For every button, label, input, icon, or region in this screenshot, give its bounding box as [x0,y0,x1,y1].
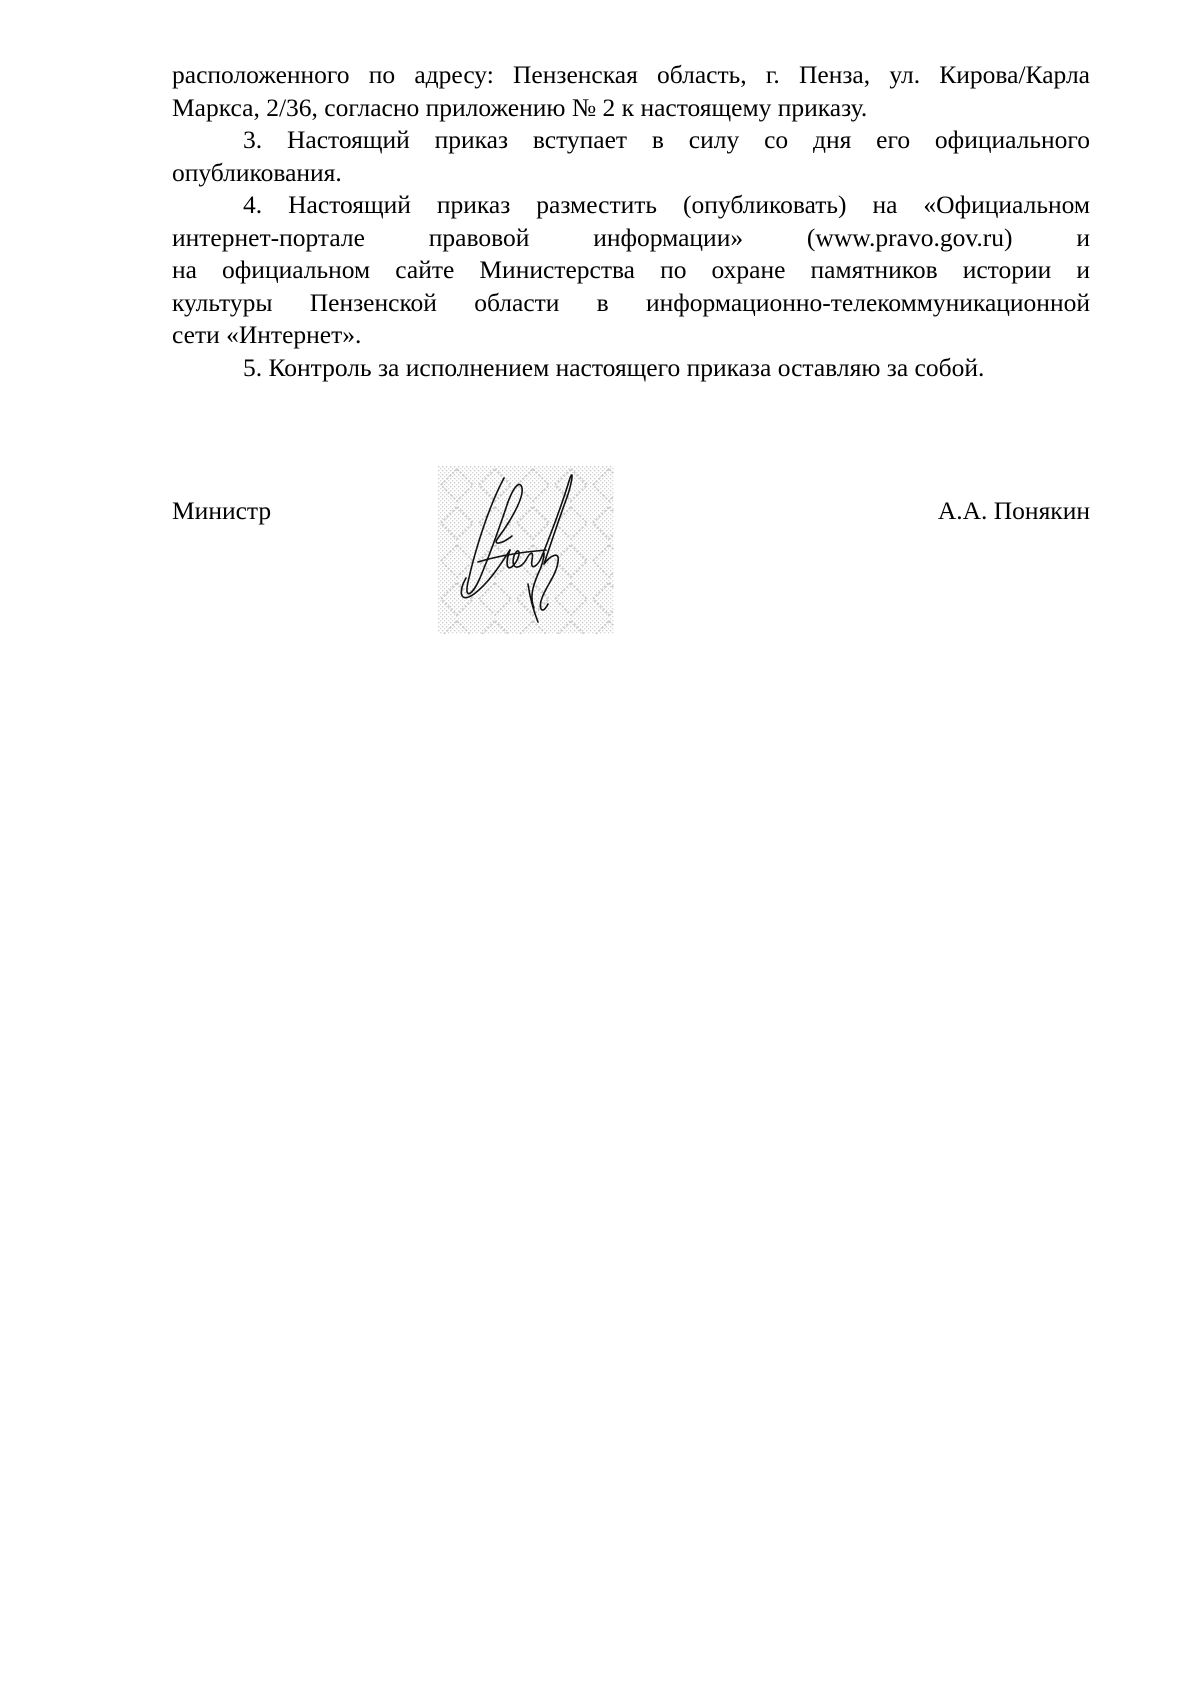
text-line: опубликования. [172,157,342,187]
order-text [172,59,1090,384]
clause-5-line: 5. Контроль за исполнением настоящего приказа оставляю за собой. [243,352,985,382]
text-line: Маркса, 2/36, согласно приложению № 2 к настоящему приказу. [172,92,868,122]
clause-4-line: 4. Настоящий приказ разместить (опубликовать) на «Официальном [243,190,1090,219]
text-line: на официальном сайте Министерства по охране памятников истории и [172,255,1090,284]
clause-3-line: 3. Настоящий приказ вступает в силу со дня его официального [243,125,1090,154]
signer-position: Министр [172,496,272,525]
text-line: сети «Интернет». [172,320,362,349]
handwritten-signature-icon [438,466,614,634]
text-line: культуры Пензенской области в информационно-телекоммуникационной [172,287,1090,317]
text-line: интернет-портале правовой информации» (www.pravo.gov.ru) и [172,222,1090,252]
text-line: расположенного по адресу: Пензенская область, г. Пенза, ул. Кирова/Карла [172,60,1090,89]
signer-name: А.А. Понякин [937,496,1090,525]
